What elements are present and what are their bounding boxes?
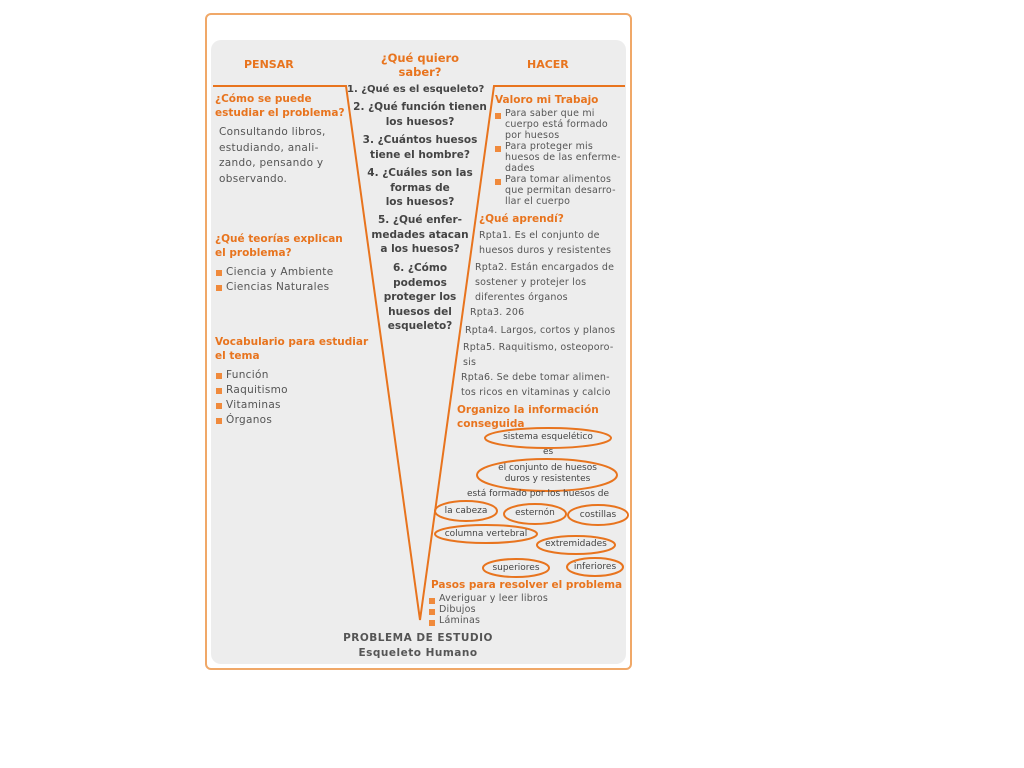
question-line: 4. ¿Cuáles son las xyxy=(367,167,473,179)
question-line: tiene el hombre? xyxy=(370,148,470,161)
question-line: 3. ¿Cuántos huesos xyxy=(362,134,478,146)
aprendi-title: ¿Qué aprendí? xyxy=(479,213,564,225)
header-hacer: HACER xyxy=(527,58,569,71)
question-5 xyxy=(365,213,475,257)
text-line: Rpta2. Están encargados de xyxy=(475,262,615,273)
map-node-sistema: sistema esquelético xyxy=(503,432,593,442)
list-item xyxy=(495,174,621,207)
text-line: el conjunto de huesos xyxy=(498,463,597,473)
rpta-5 xyxy=(463,340,614,370)
question-line: proteger los xyxy=(383,291,457,303)
problem-subtitle: Esqueleto Humano xyxy=(358,647,478,659)
text-line: cuerpo está formado xyxy=(505,119,608,130)
text-line: duros y resistentes xyxy=(504,474,591,484)
rpta-2 xyxy=(475,260,614,305)
map-connector-formado: está formado por los huesos de xyxy=(467,489,609,499)
left-section3-title xyxy=(215,335,368,363)
text-line: estudiando, anali- xyxy=(219,141,319,154)
header-center xyxy=(370,51,470,79)
text-line: por huesos xyxy=(505,130,560,141)
list-item: Vitaminas xyxy=(216,398,288,413)
problem-title: PROBLEMA DE ESTUDIO xyxy=(343,632,493,644)
text-line: Rpta1. Es el conjunto de xyxy=(479,230,600,241)
left-section1-title-line: ¿Cómo se puede xyxy=(215,93,312,105)
left-section2-list xyxy=(216,265,333,295)
left-section1-title-line: estudiar el problema? xyxy=(215,107,345,119)
map-node-columna: columna vertebral xyxy=(444,529,528,539)
text-line: Para tomar alimentos xyxy=(505,174,612,185)
list-item: Ciencias Naturales xyxy=(216,280,333,295)
text-line: observando. xyxy=(219,172,288,185)
list-item: Raquitismo xyxy=(216,383,288,398)
text-line: diferentes órganos xyxy=(475,292,568,303)
left-section1-title xyxy=(215,92,345,120)
rpta-3: Rpta3. 206 xyxy=(470,307,525,318)
question-line: esqueleto? xyxy=(387,320,453,332)
text-line: huesos de las enferme- xyxy=(505,152,621,163)
valoro-title: Valoro mi Trabajo xyxy=(495,94,599,106)
list-item: Láminas xyxy=(429,615,548,626)
header-pensar: PENSAR xyxy=(244,58,294,71)
rpta-1 xyxy=(479,228,611,258)
question-3 xyxy=(355,133,485,162)
list-item: Ciencia y Ambiente xyxy=(216,265,333,280)
question-6 xyxy=(370,261,470,334)
left-section2-title-line: ¿Qué teorías explican xyxy=(215,233,343,245)
text-line: Para proteger mis xyxy=(505,141,594,152)
question-line: huesos del xyxy=(388,305,452,318)
list-item: Órganos xyxy=(216,413,288,428)
left-section3-title-line: Vocabulario para estudiar xyxy=(215,336,369,348)
map-node-costillas: costillas xyxy=(579,510,617,520)
header-center-line1: ¿Qué quiero xyxy=(380,51,460,65)
rpta-6 xyxy=(461,370,611,400)
question-1: 1. ¿Qué es el esqueleto? xyxy=(347,84,485,95)
list-item: Averiguar y leer libros xyxy=(429,593,548,604)
question-2 xyxy=(350,100,490,129)
map-node-conjunto xyxy=(480,463,615,485)
text-line: Organizo la información xyxy=(457,404,599,416)
text-line: conseguida xyxy=(457,418,525,430)
list-item: Función xyxy=(216,368,288,383)
left-section3-list xyxy=(216,368,288,428)
left-section2-title xyxy=(215,232,343,260)
text-line: que permitan desarro- xyxy=(505,185,616,196)
left-section3-title-line: el tema xyxy=(215,350,260,362)
question-line: formas de xyxy=(390,181,450,194)
question-line: los huesos? xyxy=(385,115,455,128)
map-node-cabeza: la cabeza xyxy=(444,506,488,516)
text-line: Para saber que mi xyxy=(505,108,595,119)
rpta-4: Rpta4. Largos, cortos y planos xyxy=(465,325,616,336)
question-line: medades atacan xyxy=(371,228,469,241)
list-item: Dibujos xyxy=(429,604,548,615)
list-item xyxy=(495,108,621,141)
valoro-list xyxy=(495,108,621,207)
pasos-list xyxy=(429,593,548,626)
text-line: Consultando libros, xyxy=(219,126,326,138)
text-line: zando, pensando y xyxy=(219,157,324,169)
text-line: tos ricos en vitaminas y calcio xyxy=(461,387,611,398)
organizo-title xyxy=(457,403,599,431)
text-line: Rpta6. Se debe tomar alimen- xyxy=(461,372,610,383)
map-connector-es: es xyxy=(543,447,554,457)
question-4 xyxy=(360,166,480,210)
map-node-extremidades: extremidades xyxy=(545,539,607,549)
question-line: 2. ¿Qué función tienen xyxy=(353,101,487,113)
text-line: dades xyxy=(505,163,535,174)
text-line: llar el cuerpo xyxy=(505,196,571,207)
text-line: sostener y protejer los xyxy=(475,277,587,288)
pasos-title: Pasos para resolver el problema xyxy=(431,579,623,591)
left-section2-title-line: el problema? xyxy=(215,247,292,259)
left-section1-text xyxy=(219,125,326,187)
question-line: 5. ¿Qué enfer- xyxy=(377,214,463,226)
text-line: huesos duros y resistentes xyxy=(479,245,612,256)
text-line: Rpta5. Raquitismo, osteoporo- xyxy=(463,342,614,353)
map-node-esternon: esternón xyxy=(515,508,555,518)
text-line: sis xyxy=(463,357,477,368)
map-node-superiores: superiores xyxy=(492,563,540,573)
header-center-line2: saber? xyxy=(398,65,442,79)
list-item xyxy=(495,141,621,174)
question-line: podemos xyxy=(393,276,447,289)
question-line: a los huesos? xyxy=(380,243,460,255)
map-node-inferiores: inferiores xyxy=(573,562,617,572)
question-line: 6. ¿Cómo xyxy=(392,262,448,274)
question-line: los huesos? xyxy=(385,196,455,208)
